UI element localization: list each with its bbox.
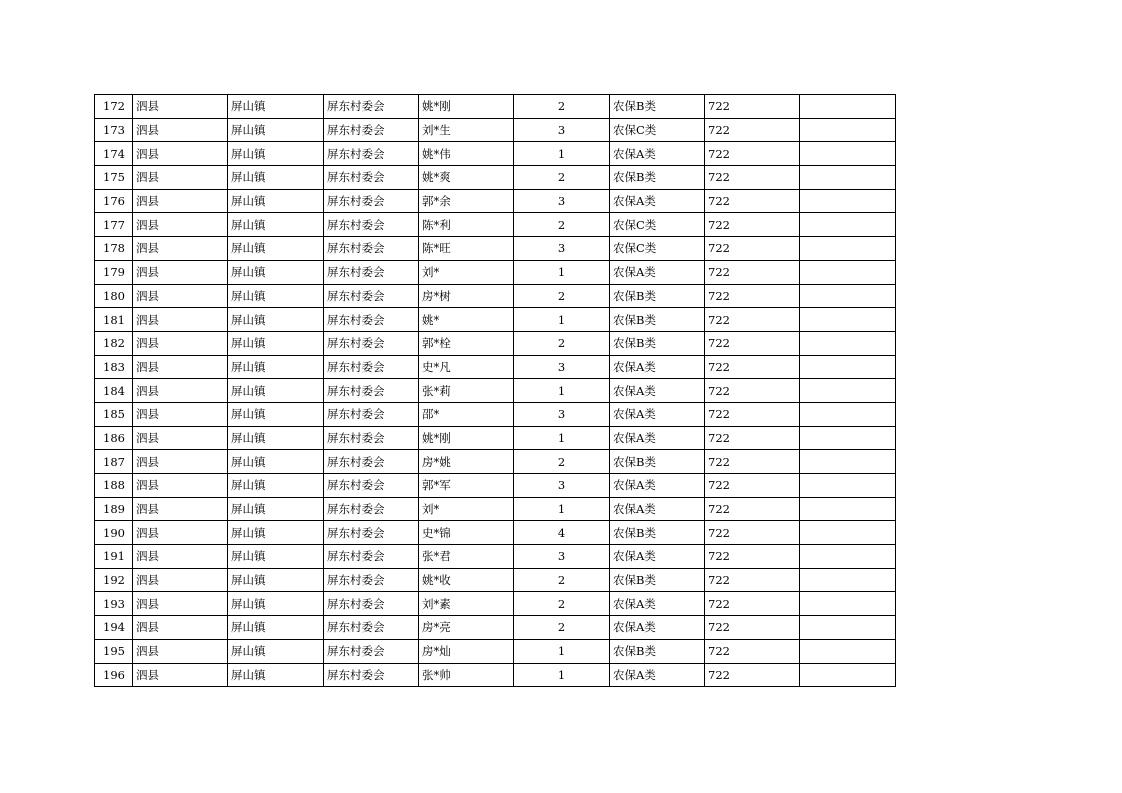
table-row bbox=[95, 616, 896, 640]
table-row bbox=[95, 331, 896, 355]
county-cell: 泗县 bbox=[133, 521, 228, 545]
name-cell: 郭*余 bbox=[419, 189, 514, 213]
amount-cell: 722 bbox=[705, 118, 800, 142]
name-cell: 姚*伟 bbox=[419, 142, 514, 166]
insurance-type-cell: 农保B类 bbox=[610, 284, 705, 308]
county-cell: 泗县 bbox=[133, 213, 228, 237]
amount-cell: 722 bbox=[705, 402, 800, 426]
amount-cell: 722 bbox=[705, 616, 800, 640]
amount-cell: 722 bbox=[705, 639, 800, 663]
village-committee-cell: 屏东村委会 bbox=[324, 237, 419, 261]
amount-cell: 722 bbox=[705, 568, 800, 592]
remark-cell bbox=[800, 568, 896, 592]
name-cell: 姚*刚 bbox=[419, 426, 514, 450]
name-cell: 刘*素 bbox=[419, 592, 514, 616]
town-cell: 屏山镇 bbox=[228, 568, 324, 592]
household-size-cell: 1 bbox=[514, 663, 610, 687]
town-cell: 屏山镇 bbox=[228, 426, 324, 450]
name-cell: 刘* bbox=[419, 497, 514, 521]
household-size-cell: 2 bbox=[514, 331, 610, 355]
name-cell: 史*凡 bbox=[419, 355, 514, 379]
insurance-type-cell: 农保C类 bbox=[610, 237, 705, 261]
row-number-cell: 174 bbox=[95, 142, 133, 166]
household-size-cell: 2 bbox=[514, 592, 610, 616]
town-cell: 屏山镇 bbox=[228, 142, 324, 166]
household-size-cell: 3 bbox=[514, 545, 610, 569]
household-size-cell: 2 bbox=[514, 568, 610, 592]
name-cell: 张*君 bbox=[419, 545, 514, 569]
remark-cell bbox=[800, 284, 896, 308]
remark-cell bbox=[800, 331, 896, 355]
insurance-type-cell: 农保A类 bbox=[610, 616, 705, 640]
remark-cell bbox=[800, 474, 896, 498]
insurance-type-cell: 农保A类 bbox=[610, 402, 705, 426]
row-number-cell: 178 bbox=[95, 237, 133, 261]
amount-cell: 722 bbox=[705, 379, 800, 403]
village-committee-cell: 屏东村委会 bbox=[324, 450, 419, 474]
household-size-cell: 1 bbox=[514, 142, 610, 166]
row-number-cell: 175 bbox=[95, 166, 133, 190]
village-committee-cell: 屏东村委会 bbox=[324, 592, 419, 616]
remark-cell bbox=[800, 260, 896, 284]
county-cell: 泗县 bbox=[133, 663, 228, 687]
county-cell: 泗县 bbox=[133, 639, 228, 663]
county-cell: 泗县 bbox=[133, 189, 228, 213]
row-number-cell: 192 bbox=[95, 568, 133, 592]
row-number-cell: 190 bbox=[95, 521, 133, 545]
household-size-cell: 1 bbox=[514, 426, 610, 450]
amount-cell: 722 bbox=[705, 592, 800, 616]
name-cell: 陈*旺 bbox=[419, 237, 514, 261]
table-row bbox=[95, 213, 896, 237]
name-cell: 姚*刚 bbox=[419, 95, 514, 119]
remark-cell bbox=[800, 95, 896, 119]
amount-cell: 722 bbox=[705, 213, 800, 237]
row-number-cell: 184 bbox=[95, 379, 133, 403]
amount-cell: 722 bbox=[705, 189, 800, 213]
village-committee-cell: 屏东村委会 bbox=[324, 521, 419, 545]
county-cell: 泗县 bbox=[133, 616, 228, 640]
remark-cell bbox=[800, 166, 896, 190]
name-cell: 房*亮 bbox=[419, 616, 514, 640]
town-cell: 屏山镇 bbox=[228, 166, 324, 190]
household-size-cell: 1 bbox=[514, 639, 610, 663]
table-row bbox=[95, 142, 896, 166]
insurance-type-cell: 农保C类 bbox=[610, 118, 705, 142]
town-cell: 屏山镇 bbox=[228, 402, 324, 426]
town-cell: 屏山镇 bbox=[228, 284, 324, 308]
table-row bbox=[95, 118, 896, 142]
insurance-type-cell: 农保A类 bbox=[610, 260, 705, 284]
household-size-cell: 2 bbox=[514, 616, 610, 640]
row-number-cell: 177 bbox=[95, 213, 133, 237]
remark-cell bbox=[800, 450, 896, 474]
county-cell: 泗县 bbox=[133, 260, 228, 284]
town-cell: 屏山镇 bbox=[228, 545, 324, 569]
insurance-type-cell: 农保A类 bbox=[610, 474, 705, 498]
amount-cell: 722 bbox=[705, 355, 800, 379]
insurance-type-cell: 农保B类 bbox=[610, 521, 705, 545]
insurance-type-cell: 农保C类 bbox=[610, 213, 705, 237]
name-cell: 刘* bbox=[419, 260, 514, 284]
household-size-cell: 1 bbox=[514, 260, 610, 284]
county-cell: 泗县 bbox=[133, 545, 228, 569]
household-size-cell: 3 bbox=[514, 118, 610, 142]
table-row bbox=[95, 308, 896, 332]
village-committee-cell: 屏东村委会 bbox=[324, 189, 419, 213]
remark-cell bbox=[800, 616, 896, 640]
county-cell: 泗县 bbox=[133, 379, 228, 403]
row-number-cell: 172 bbox=[95, 95, 133, 119]
village-committee-cell: 屏东村委会 bbox=[324, 166, 419, 190]
table-row bbox=[95, 497, 896, 521]
remark-cell bbox=[800, 426, 896, 450]
table-row bbox=[95, 568, 896, 592]
table-row bbox=[95, 592, 896, 616]
insurance-type-cell: 农保B类 bbox=[610, 166, 705, 190]
town-cell: 屏山镇 bbox=[228, 237, 324, 261]
village-committee-cell: 屏东村委会 bbox=[324, 379, 419, 403]
village-committee-cell: 屏东村委会 bbox=[324, 331, 419, 355]
county-cell: 泗县 bbox=[133, 402, 228, 426]
table-row bbox=[95, 450, 896, 474]
amount-cell: 722 bbox=[705, 142, 800, 166]
village-committee-cell: 屏东村委会 bbox=[324, 639, 419, 663]
insurance-type-cell: 农保A类 bbox=[610, 189, 705, 213]
table-row bbox=[95, 379, 896, 403]
remark-cell bbox=[800, 237, 896, 261]
remark-cell bbox=[800, 663, 896, 687]
town-cell: 屏山镇 bbox=[228, 497, 324, 521]
county-cell: 泗县 bbox=[133, 497, 228, 521]
amount-cell: 722 bbox=[705, 521, 800, 545]
town-cell: 屏山镇 bbox=[228, 308, 324, 332]
county-cell: 泗县 bbox=[133, 95, 228, 119]
village-committee-cell: 屏东村委会 bbox=[324, 663, 419, 687]
household-size-cell: 3 bbox=[514, 355, 610, 379]
name-cell: 房*灿 bbox=[419, 639, 514, 663]
household-size-cell: 2 bbox=[514, 95, 610, 119]
household-size-cell: 2 bbox=[514, 284, 610, 308]
insurance-type-cell: 农保A类 bbox=[610, 355, 705, 379]
town-cell: 屏山镇 bbox=[228, 213, 324, 237]
table-row bbox=[95, 189, 896, 213]
row-number-cell: 180 bbox=[95, 284, 133, 308]
insurance-type-cell: 农保B类 bbox=[610, 95, 705, 119]
amount-cell: 722 bbox=[705, 474, 800, 498]
town-cell: 屏山镇 bbox=[228, 663, 324, 687]
household-size-cell: 2 bbox=[514, 213, 610, 237]
county-cell: 泗县 bbox=[133, 284, 228, 308]
county-cell: 泗县 bbox=[133, 426, 228, 450]
table-row bbox=[95, 474, 896, 498]
name-cell: 姚*收 bbox=[419, 568, 514, 592]
village-committee-cell: 屏东村委会 bbox=[324, 118, 419, 142]
row-number-cell: 194 bbox=[95, 616, 133, 640]
village-committee-cell: 屏东村委会 bbox=[324, 355, 419, 379]
county-cell: 泗县 bbox=[133, 308, 228, 332]
household-size-cell: 4 bbox=[514, 521, 610, 545]
name-cell: 房*姚 bbox=[419, 450, 514, 474]
name-cell: 郭*栓 bbox=[419, 331, 514, 355]
village-committee-cell: 屏东村委会 bbox=[324, 308, 419, 332]
name-cell: 房*树 bbox=[419, 284, 514, 308]
county-cell: 泗县 bbox=[133, 166, 228, 190]
row-number-cell: 176 bbox=[95, 189, 133, 213]
remark-cell bbox=[800, 189, 896, 213]
row-number-cell: 182 bbox=[95, 331, 133, 355]
amount-cell: 722 bbox=[705, 260, 800, 284]
county-cell: 泗县 bbox=[133, 592, 228, 616]
table-row bbox=[95, 166, 896, 190]
village-committee-cell: 屏东村委会 bbox=[324, 545, 419, 569]
insurance-type-cell: 农保B类 bbox=[610, 639, 705, 663]
county-cell: 泗县 bbox=[133, 355, 228, 379]
insurance-type-cell: 农保A类 bbox=[610, 497, 705, 521]
amount-cell: 722 bbox=[705, 331, 800, 355]
household-size-cell: 3 bbox=[514, 189, 610, 213]
amount-cell: 722 bbox=[705, 308, 800, 332]
table-row bbox=[95, 237, 896, 261]
town-cell: 屏山镇 bbox=[228, 379, 324, 403]
amount-cell: 722 bbox=[705, 284, 800, 308]
remark-cell bbox=[800, 497, 896, 521]
row-number-cell: 191 bbox=[95, 545, 133, 569]
row-number-cell: 185 bbox=[95, 402, 133, 426]
county-cell: 泗县 bbox=[133, 450, 228, 474]
village-committee-cell: 屏东村委会 bbox=[324, 568, 419, 592]
county-cell: 泗县 bbox=[133, 331, 228, 355]
county-cell: 泗县 bbox=[133, 237, 228, 261]
insurance-type-cell: 农保B类 bbox=[610, 308, 705, 332]
town-cell: 屏山镇 bbox=[228, 592, 324, 616]
household-size-cell: 2 bbox=[514, 450, 610, 474]
row-number-cell: 193 bbox=[95, 592, 133, 616]
remark-cell bbox=[800, 639, 896, 663]
village-committee-cell: 屏东村委会 bbox=[324, 474, 419, 498]
town-cell: 屏山镇 bbox=[228, 450, 324, 474]
town-cell: 屏山镇 bbox=[228, 260, 324, 284]
name-cell: 邵* bbox=[419, 402, 514, 426]
row-number-cell: 196 bbox=[95, 663, 133, 687]
table-row bbox=[95, 95, 896, 119]
row-number-cell: 181 bbox=[95, 308, 133, 332]
county-cell: 泗县 bbox=[133, 142, 228, 166]
amount-cell: 722 bbox=[705, 95, 800, 119]
remark-cell bbox=[800, 355, 896, 379]
household-size-cell: 3 bbox=[514, 237, 610, 261]
household-size-cell: 1 bbox=[514, 379, 610, 403]
name-cell: 姚* bbox=[419, 308, 514, 332]
remark-cell bbox=[800, 308, 896, 332]
town-cell: 屏山镇 bbox=[228, 189, 324, 213]
amount-cell: 722 bbox=[705, 497, 800, 521]
amount-cell: 722 bbox=[705, 426, 800, 450]
town-cell: 屏山镇 bbox=[228, 639, 324, 663]
county-cell: 泗县 bbox=[133, 568, 228, 592]
name-cell: 郭*军 bbox=[419, 474, 514, 498]
village-committee-cell: 屏东村委会 bbox=[324, 260, 419, 284]
insurance-type-cell: 农保A类 bbox=[610, 545, 705, 569]
name-cell: 姚*爽 bbox=[419, 166, 514, 190]
table-body bbox=[95, 95, 896, 687]
row-number-cell: 195 bbox=[95, 639, 133, 663]
remark-cell bbox=[800, 592, 896, 616]
table-row bbox=[95, 260, 896, 284]
remark-cell bbox=[800, 545, 896, 569]
village-committee-cell: 屏东村委会 bbox=[324, 95, 419, 119]
table-row bbox=[95, 284, 896, 308]
row-number-cell: 179 bbox=[95, 260, 133, 284]
amount-cell: 722 bbox=[705, 237, 800, 261]
name-cell: 陈*利 bbox=[419, 213, 514, 237]
town-cell: 屏山镇 bbox=[228, 474, 324, 498]
table-row bbox=[95, 426, 896, 450]
remark-cell bbox=[800, 142, 896, 166]
name-cell: 刘*生 bbox=[419, 118, 514, 142]
town-cell: 屏山镇 bbox=[228, 616, 324, 640]
town-cell: 屏山镇 bbox=[228, 95, 324, 119]
table-row bbox=[95, 639, 896, 663]
table-row bbox=[95, 545, 896, 569]
table-row bbox=[95, 402, 896, 426]
row-number-cell: 186 bbox=[95, 426, 133, 450]
town-cell: 屏山镇 bbox=[228, 355, 324, 379]
insurance-type-cell: 农保A类 bbox=[610, 142, 705, 166]
town-cell: 屏山镇 bbox=[228, 521, 324, 545]
data-table bbox=[94, 94, 896, 687]
table-row bbox=[95, 521, 896, 545]
household-size-cell: 3 bbox=[514, 474, 610, 498]
name-cell: 张*莉 bbox=[419, 379, 514, 403]
household-size-cell: 1 bbox=[514, 308, 610, 332]
village-committee-cell: 屏东村委会 bbox=[324, 616, 419, 640]
amount-cell: 722 bbox=[705, 663, 800, 687]
household-size-cell: 2 bbox=[514, 166, 610, 190]
town-cell: 屏山镇 bbox=[228, 118, 324, 142]
table-row bbox=[95, 355, 896, 379]
village-committee-cell: 屏东村委会 bbox=[324, 402, 419, 426]
amount-cell: 722 bbox=[705, 450, 800, 474]
insurance-type-cell: 农保A类 bbox=[610, 379, 705, 403]
town-cell: 屏山镇 bbox=[228, 331, 324, 355]
insurance-type-cell: 农保B类 bbox=[610, 568, 705, 592]
village-committee-cell: 屏东村委会 bbox=[324, 213, 419, 237]
row-number-cell: 173 bbox=[95, 118, 133, 142]
remark-cell bbox=[800, 521, 896, 545]
insurance-type-cell: 农保B类 bbox=[610, 450, 705, 474]
insurance-type-cell: 农保B类 bbox=[610, 331, 705, 355]
remark-cell bbox=[800, 402, 896, 426]
insurance-type-cell: 农保A类 bbox=[610, 592, 705, 616]
name-cell: 张*帅 bbox=[419, 663, 514, 687]
household-size-cell: 3 bbox=[514, 402, 610, 426]
village-committee-cell: 屏东村委会 bbox=[324, 142, 419, 166]
name-cell: 史*锦 bbox=[419, 521, 514, 545]
village-committee-cell: 屏东村委会 bbox=[324, 426, 419, 450]
village-committee-cell: 屏东村委会 bbox=[324, 284, 419, 308]
table-row bbox=[95, 663, 896, 687]
row-number-cell: 187 bbox=[95, 450, 133, 474]
remark-cell bbox=[800, 379, 896, 403]
insurance-type-cell: 农保A类 bbox=[610, 426, 705, 450]
row-number-cell: 183 bbox=[95, 355, 133, 379]
amount-cell: 722 bbox=[705, 545, 800, 569]
row-number-cell: 189 bbox=[95, 497, 133, 521]
household-size-cell: 1 bbox=[514, 497, 610, 521]
remark-cell bbox=[800, 118, 896, 142]
insurance-type-cell: 农保A类 bbox=[610, 663, 705, 687]
row-number-cell: 188 bbox=[95, 474, 133, 498]
county-cell: 泗县 bbox=[133, 474, 228, 498]
county-cell: 泗县 bbox=[133, 118, 228, 142]
village-committee-cell: 屏东村委会 bbox=[324, 497, 419, 521]
amount-cell: 722 bbox=[705, 166, 800, 190]
remark-cell bbox=[800, 213, 896, 237]
